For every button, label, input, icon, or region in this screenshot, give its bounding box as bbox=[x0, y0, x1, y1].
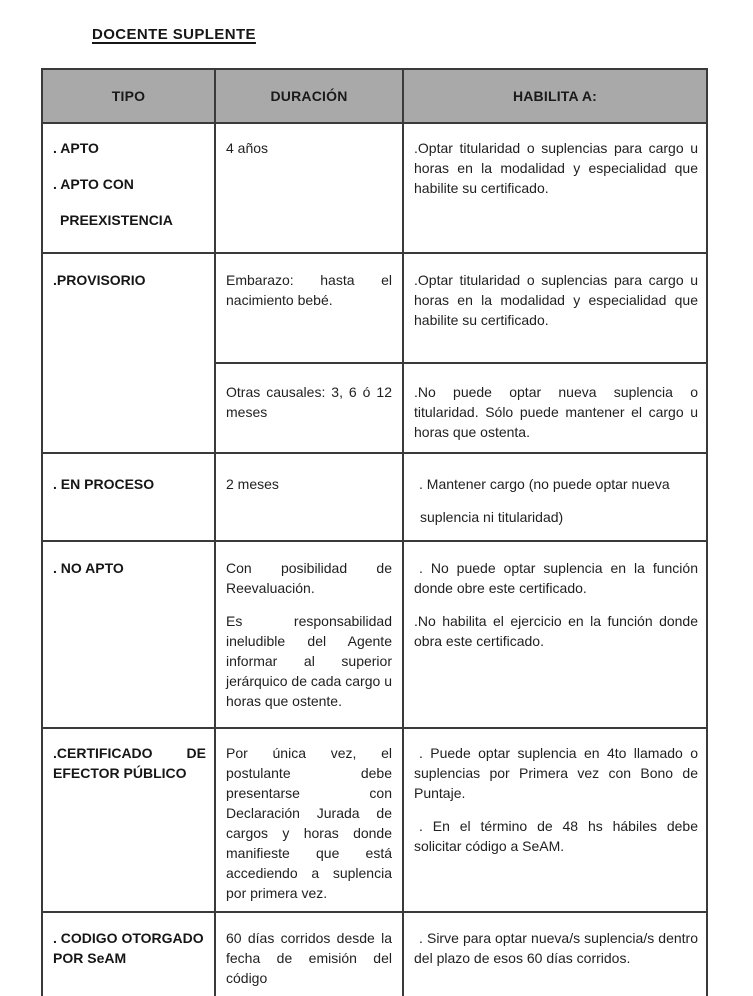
cell-provisorio-duracion-otras bbox=[215, 363, 403, 453]
table-row-codigo-seam bbox=[42, 912, 707, 996]
cell-text: Por única vez, el postulante debe presentarse con Declaración Jurada de cargos y horas donde manifieste que está accediendo a suplencia por primera vez. bbox=[226, 745, 392, 901]
table-header-row bbox=[42, 69, 707, 123]
cell-provisorio-habilita-embarazo bbox=[403, 253, 707, 363]
cell-text: .No puede optar nueva suplencia o titularidad. Sólo puede mantener el cargo u horas que ostenta. bbox=[414, 384, 698, 440]
cell-text: EFECTOR PÚBLICO bbox=[53, 765, 187, 781]
cell-codigo-tipo bbox=[42, 912, 215, 996]
cell-no-apto-duracion bbox=[215, 541, 403, 728]
cell-text: .CERTIFICADO bbox=[53, 745, 153, 761]
cell-text: Otras causales: 3, 6 ó 12 meses bbox=[226, 384, 392, 420]
cell-text: . APTO CON bbox=[53, 176, 134, 192]
cell-certificado-tipo bbox=[42, 728, 215, 912]
header-tipo: TIPO bbox=[42, 69, 215, 123]
table-row-apto bbox=[42, 123, 707, 253]
cell-text: . Mantener cargo (no puede optar nueva bbox=[419, 476, 670, 492]
cell-text: .Optar titularidad o suplencias para cargo u horas en la modalidad y especialidad que habilite su certificado. bbox=[414, 140, 698, 196]
header-duracion: DURACIÓN bbox=[215, 69, 403, 123]
cell-text: . EN PROCESO bbox=[53, 476, 155, 492]
cell-text: 60 días corridos desde la fecha de emisión del código bbox=[226, 930, 392, 986]
cell-text: 4 años bbox=[226, 140, 269, 156]
cell-text: PREEXISTENCIA bbox=[60, 212, 173, 228]
cell-codigo-habilita bbox=[403, 912, 707, 996]
cell-apto-tipo bbox=[42, 123, 215, 253]
cell-provisorio-duracion-embarazo bbox=[215, 253, 403, 363]
cell-text: .Optar titularidad o suplencias para cargo u horas en la modalidad y especialidad que habilite su certificado. bbox=[414, 272, 698, 328]
cell-en-proceso-duracion bbox=[215, 453, 403, 541]
table-row-en-proceso bbox=[42, 453, 707, 541]
cell-text: . NO APTO bbox=[53, 560, 124, 576]
cell-text: . Sirve para optar nueva/s suplencia/s dentro del plazo de esos 60 días corridos. bbox=[414, 930, 698, 966]
cell-text bbox=[53, 743, 208, 763]
cell-text: . APTO bbox=[53, 140, 99, 156]
cell-text: Embarazo: hasta el nacimiento bebé. bbox=[226, 272, 392, 308]
cell-apto-habilita bbox=[403, 123, 707, 253]
table-row-no-apto bbox=[42, 541, 707, 728]
cell-text: POR SeAM bbox=[53, 950, 127, 966]
cell-text: .No habilita el ejercicio en la función donde obra este certificado. bbox=[414, 613, 698, 649]
cell-en-proceso-tipo bbox=[42, 453, 215, 541]
docente-suplente-table bbox=[41, 68, 708, 996]
cell-apto-duracion bbox=[215, 123, 403, 253]
cell-text: 2 meses bbox=[226, 476, 279, 492]
table-row-certificado-efector bbox=[42, 728, 707, 912]
cell-codigo-duracion bbox=[215, 912, 403, 996]
header-habilita: HABILITA A: bbox=[403, 69, 707, 123]
cell-certificado-duracion bbox=[215, 728, 403, 912]
cell-text: DE bbox=[186, 745, 206, 761]
cell-en-proceso-habilita bbox=[403, 453, 707, 541]
cell-text: suplencia ni titularidad) bbox=[420, 509, 564, 525]
cell-text: . CODIGO OTORGADO bbox=[53, 930, 204, 946]
cell-provisorio-habilita-otras bbox=[403, 363, 707, 453]
cell-provisorio-tipo bbox=[42, 253, 215, 453]
cell-text: . Puede optar suplencia en 4to llamado o suplencias por Primera vez con Bono de Puntaje. bbox=[414, 745, 698, 801]
cell-text: . No puede optar suplencia en la función donde obre este certificado. bbox=[414, 560, 698, 596]
cell-text: Con posibilidad de Reevaluación. bbox=[226, 560, 392, 596]
cell-no-apto-habilita bbox=[403, 541, 707, 728]
cell-no-apto-tipo bbox=[42, 541, 215, 728]
cell-certificado-habilita bbox=[403, 728, 707, 912]
table-row-provisorio-embarazo bbox=[42, 253, 707, 363]
cell-text: .PROVISORIO bbox=[53, 272, 146, 288]
page-title: DOCENTE SUPLENTE bbox=[92, 26, 256, 43]
cell-text: . En el término de 48 hs hábiles debe solicitar código a SeAM. bbox=[414, 818, 698, 854]
cell-text: Es responsabilidad ineludible del Agente informar al superior jerárquico de cada cargo u horas que ostente. bbox=[226, 613, 392, 709]
